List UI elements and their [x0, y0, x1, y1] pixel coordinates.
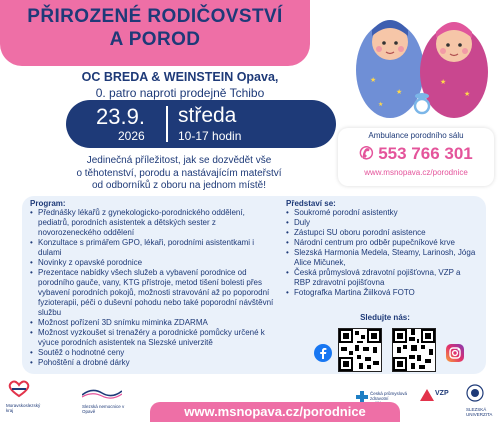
list-item: • Možnost pořízení 3D snímku miminka ZDARMA [30, 318, 278, 328]
triangle-logo-icon [420, 389, 434, 401]
swaddled-babies-illustration [348, 2, 496, 120]
program-section [30, 199, 278, 368]
contact-phone[interactable]: ✆ 553 766 301 [359, 144, 473, 163]
list-item: • Možnost vyzkoušet si trenažéry a porodnické pomůcky určené k výuce porodních asistentek na Slezské univerzitě [30, 328, 278, 348]
facebook-qr-code [338, 328, 382, 372]
svg-text:★: ★ [440, 79, 447, 86]
vzp-logo-caption: VZP [435, 390, 449, 397]
list-item: • Soutěž o hodnotné ceny [30, 348, 278, 358]
cpzp-logo-caption: Česká průmyslová zdravotní [370, 391, 408, 401]
svg-text:★: ★ [370, 77, 377, 84]
instagram-qr-code [392, 328, 436, 372]
program-heading: Program: [30, 199, 66, 208]
heart-logo-icon [6, 380, 32, 398]
list-item: • Přednášky lékařů z gynekologicko-porodnického oddělení, pediatrů, porodních asistentek a dětských sester z novorozeneckého oddělení [30, 208, 278, 238]
contact-website-link[interactable]: www.msnopava.cz/porodnice [364, 168, 468, 177]
list-item: • Prezentace nabídky všech služeb a vybavení porodnice od porodního gauče, vany, KTG přístroje, metod tišení bolesti přes vybavení porodních pokojů, možnosti stravování až po poporodní fyzioterapii, péči o duševní pohodu nebo také poporodní návštěvní službu [30, 268, 278, 318]
intro-line-1: Jedinečná příležitost, jak se dozvědět vše [86, 155, 272, 166]
program-list [30, 208, 278, 368]
list-item: • Česká průmyslová zdravotní pojišťovna, VZP a RBP zdravotní pojišťovna [286, 268, 478, 288]
venue-name: OC BREDA & WEINSTEIN Opava, [81, 70, 279, 84]
event-date: 23.9. [96, 104, 145, 129]
presenters-list [286, 208, 478, 298]
list-item: • Soukromé porodní asistentky [286, 208, 478, 218]
list-item: • Novinky z opavské porodnice [30, 258, 278, 268]
svg-text:★: ★ [396, 89, 403, 96]
footer-website-link[interactable]: www.msnopava.cz/porodnice [184, 404, 366, 419]
presenters-section [286, 199, 478, 298]
contact-label: Ambulance porodního sálu [368, 131, 464, 140]
vzp-logo [420, 388, 452, 406]
kraj-logo [6, 380, 46, 413]
date-divider [166, 106, 168, 142]
event-day: středa [178, 104, 237, 127]
svg-text:★: ★ [378, 102, 384, 108]
presenters-heading: Představí se: [286, 199, 336, 208]
intro-line-2: o těhotenství, porodu a nastávajícím mateřství [76, 167, 282, 179]
list-item: • Pohoštění a drobné dárky [30, 358, 278, 368]
instagram-icon[interactable] [446, 344, 464, 362]
title-line-2: A POROD [109, 29, 201, 50]
list-item: • Slezská Harmonia Medela, Steamy, Larinosh, Jóga Alice Mičunek, [286, 248, 478, 268]
list-item: • Konzultace s primářem GPO, lékaři, porodními asistentkami i dulami [30, 238, 278, 258]
list-item: • Duly [286, 218, 478, 228]
follow-heading: Sledujte nás: [360, 313, 410, 322]
venue-floor: 0. patro naproti prodejně Tchibo [95, 86, 265, 100]
nemocnice-logo-caption: Slezská nemocnice v Opavě [82, 404, 125, 414]
univerzita-logo [466, 384, 496, 417]
title-line-1: PŘIROZENÉ RODIČOVSTVÍ [27, 6, 283, 27]
intro-text [48, 155, 310, 193]
intro-line-3: od odborníků z oboru na jednom místě! [92, 180, 266, 191]
nemocnice-logo [82, 386, 138, 414]
list-item: • Zástupci SU oboru porodní asistence [286, 228, 478, 238]
list-item: • Národní centrum pro odběr pupečníkové krve [286, 238, 478, 248]
facebook-icon[interactable] [314, 344, 332, 362]
event-hours: 10-17 hodin [178, 129, 242, 143]
wave-logo-icon [82, 387, 122, 399]
univerzita-logo-caption: SLEZSKÁ UNIVERZITA [466, 407, 493, 417]
event-year: 2026 [118, 129, 145, 143]
seal-logo-icon [466, 384, 484, 402]
svg-text:★: ★ [464, 91, 471, 98]
kraj-logo-caption: Moravskoslezský kraj [6, 403, 41, 413]
list-item: • Fotografka Martina Žiilková FOTO [286, 288, 478, 298]
